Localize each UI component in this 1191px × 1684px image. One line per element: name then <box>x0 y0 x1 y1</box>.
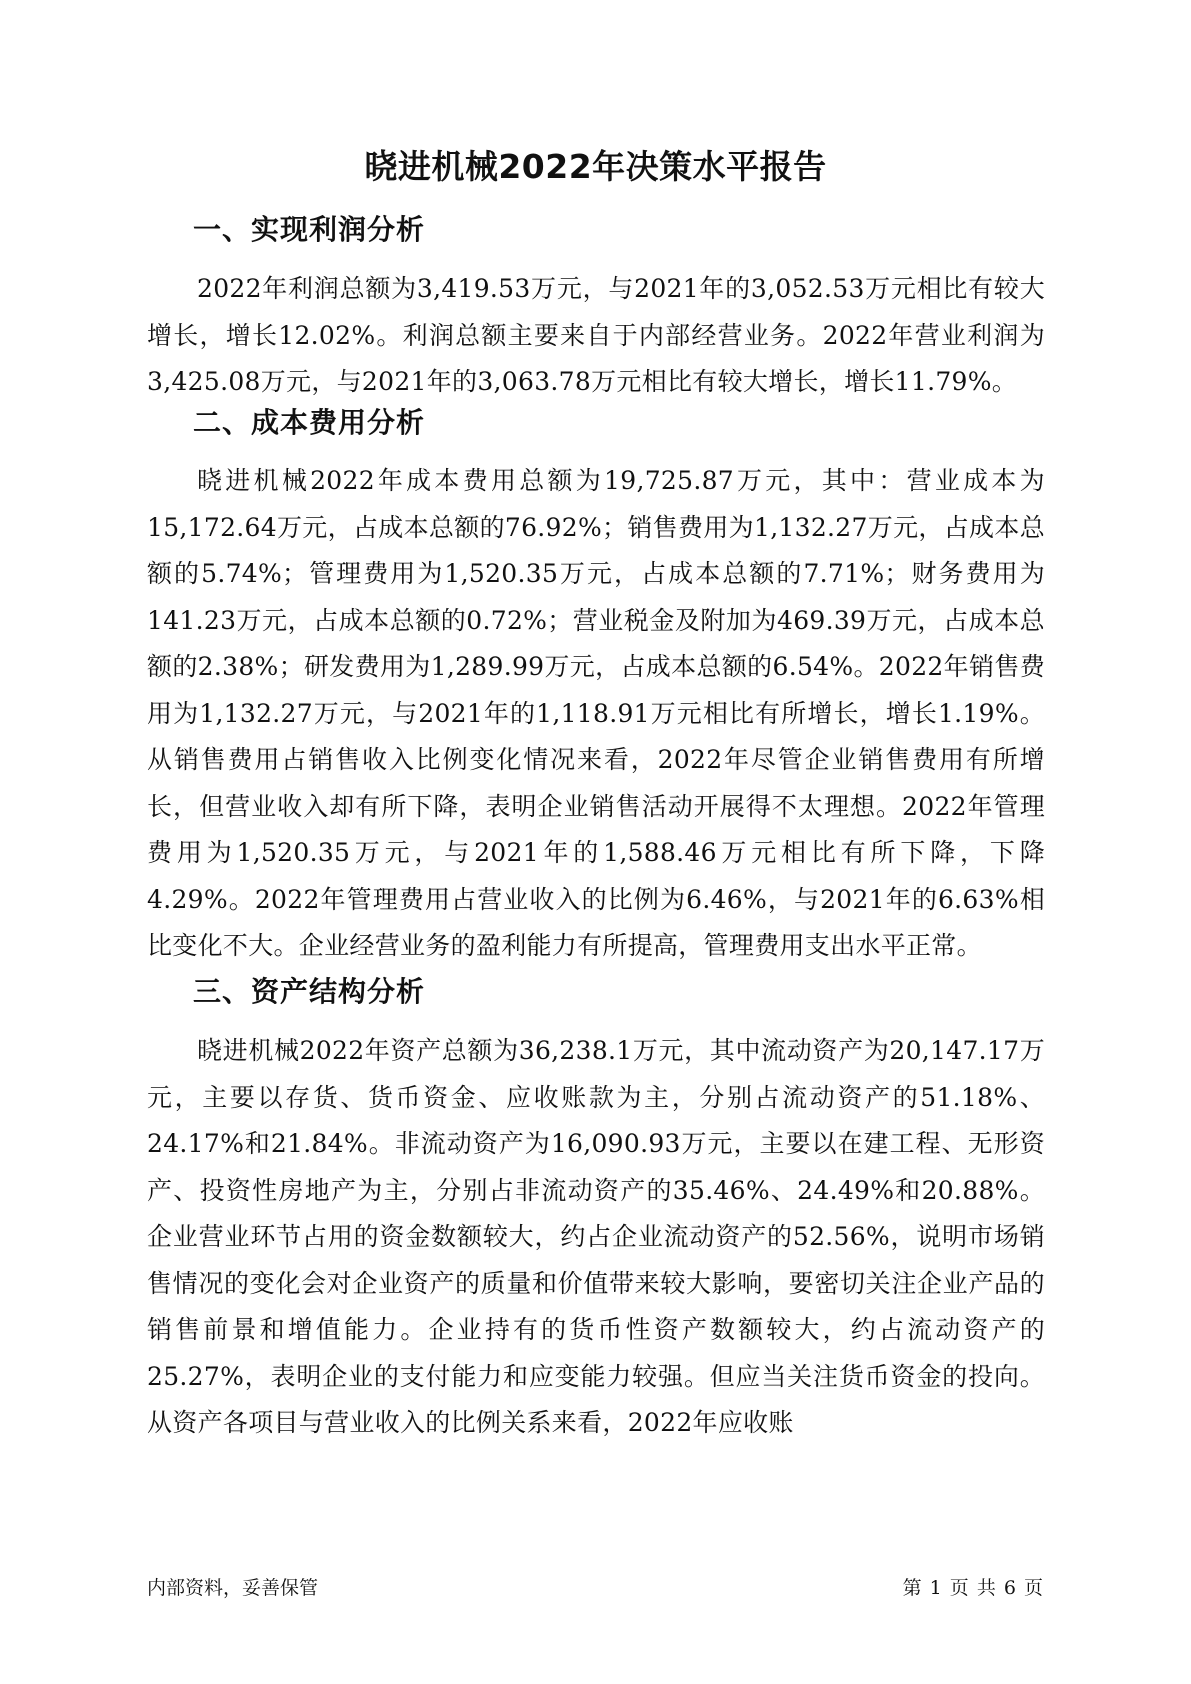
document-title: 晓进机械2022年决策水平报告 <box>364 147 827 186</box>
section-heading-assets: 三、资产结构分析 <box>193 975 426 1008</box>
section-paragraph-profit: 2022年利润总额为3,419.53万元，与2021年的3,052.53万元相比有较大增长，增长12.02%。利润总额主要来自于内部经营业务。2022年营业利润为3,425.08万元，与2021年的3,063.78万元相比有较大增长，增长11.79%。 <box>147 274 1045 396</box>
section-paragraph-cost: 晓进机械2022年成本费用总额为19,725.87万元，其中：营业成本为15,172.64万元，占成本总额的76.92%；销售费用为1,132.27万元，占成本总额的5.74%；管理费用为1,520.35万元，占成本总额的7.71%；财务费用为141.23万元，占成本总额的0.72%；营业税金及附加为469.39万元，占成本总额的2.38%；研发费用为1,289.99万元，占成本总额的6.54%。2022年销售费用为1,132.27万元，与2021年的1,118.91万元相比有所增长，增长1.19%。从销售费用占销售收入比例变化情况来看，2022年尽管企业销售费用有所增长，但营业收入却有所下降，表明企业销售活动开展得不太理想。2022年管理费用为1,520.35万元，与2021年的1,588.46万元相比有所下降，下降4.29%。2022年管理费用占营业收入的比例为6.46%，与2021年的6.63%相比变化不大。企业经营业务的盈利能力有所提高，管理费用支出水平正常。 <box>147 466 1045 960</box>
footer-page-number: 第 1 页 共 6 页 <box>902 1577 1044 1599</box>
section-heading-cost: 二、成本费用分析 <box>193 406 426 439</box>
footer-confidential-note: 内部资料，妥善保管 <box>147 1577 319 1599</box>
section-heading-profit: 一、实现利润分析 <box>193 213 426 246</box>
section-paragraph-assets: 晓进机械2022年资产总额为36,238.1万元，其中流动资产为20,147.17万元，主要以存货、货币资金、应收账款为主，分别占流动资产的51.18%、24.17%和21.84%。非流动资产为16,090.93万元，主要以在建工程、无形资产、投资性房地产为主，分别占非流动资产的35.46%、24.49%和20.88%。企业营业环节占用的资金数额较大，约占企业流动资产的52.56%，说明市场销售情况的变化会对企业资产的质量和价值带来较大影响，要密切关注企业产品的销售前景和增值能力。企业持有的货币性资产数额较大，约占流动资产的25.27%，表明企业的支付能力和应变能力较强。但应当关注货币资金的投向。从资产各项目与营业收入的比例关系来看，2022年应收账 <box>147 1036 1045 1437</box>
